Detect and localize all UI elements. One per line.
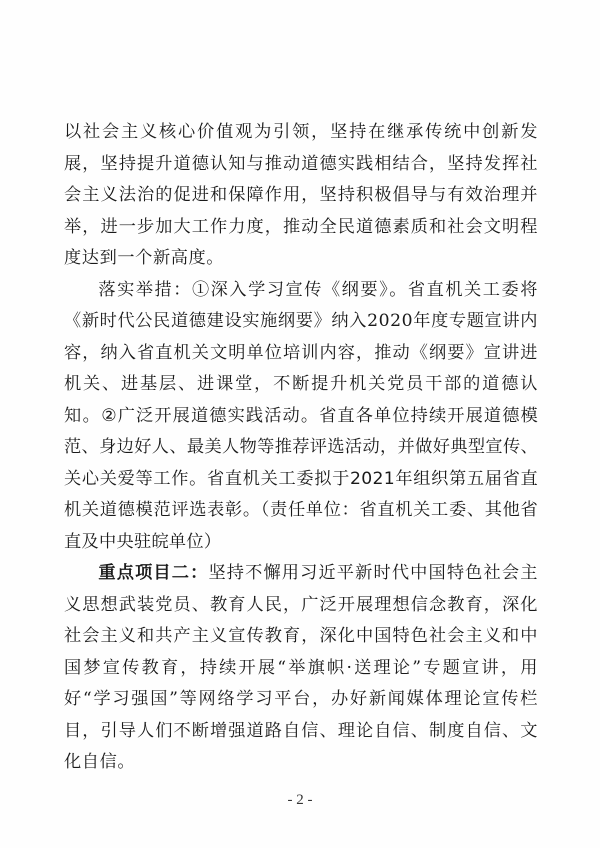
measure-moral-practice: ②广泛开展道德实践活动。省直各单位持续开展道德模范、身边好人、最美人物等推荐评选活动，并做好典型宣传、关心关爱等工作。省直机关工委拟于2021年组织第五届省直机关道德模范评选表彰。（责任单位：省直机关工委、其他省直及中央驻皖单位） (64, 405, 538, 552)
key-project-two-heading: 重点项目二： (98, 563, 209, 583)
paragraph-key-project-two (64, 558, 538, 779)
implementation-measures-lead: 落实举措： (98, 279, 192, 300)
measure-study-outline: ①深入学习宣传《纲要》。省直机关工委将《新时代公民道德建设实施纲要》纳入2020年度专题宣讲内容，纳入省直机关文明单位培训内容，推动《纲要》宣讲进机关、进基层、进课堂，不断提升机关党员干部的道德认知。 (64, 279, 538, 426)
document-body (64, 117, 538, 779)
page-number: - 2 - (287, 792, 313, 808)
key-project-two-text: 坚持不懈用习近平新时代中国特色社会主义思想武装党员、教育人民，广泛开展理想信念教育，深化社会主义和共产主义宣传教育，深化中国特色社会主义和中国梦宣传教育，持续开展“举旗帜·送理论”专题宣讲，用好“学习强国”等网络学习平台，办好新闻媒体理论宣传栏目，引导人们不断增强道路自信、理论自信、制度自信、文化自信。 (64, 563, 538, 772)
paragraph-implementation-measures (64, 275, 538, 559)
paragraph-core-values: 以社会主义核心价值观为引领，坚持在继承传统中创新发展，坚持提升道德认知与推动道德实践相结合，坚持发挥社会主义法治的促进和保障作用，坚持积极倡导与有效治理并举，进一步加大工作力度，推动全民道德素质和社会文明程度达到一个新高度。 (64, 122, 538, 268)
